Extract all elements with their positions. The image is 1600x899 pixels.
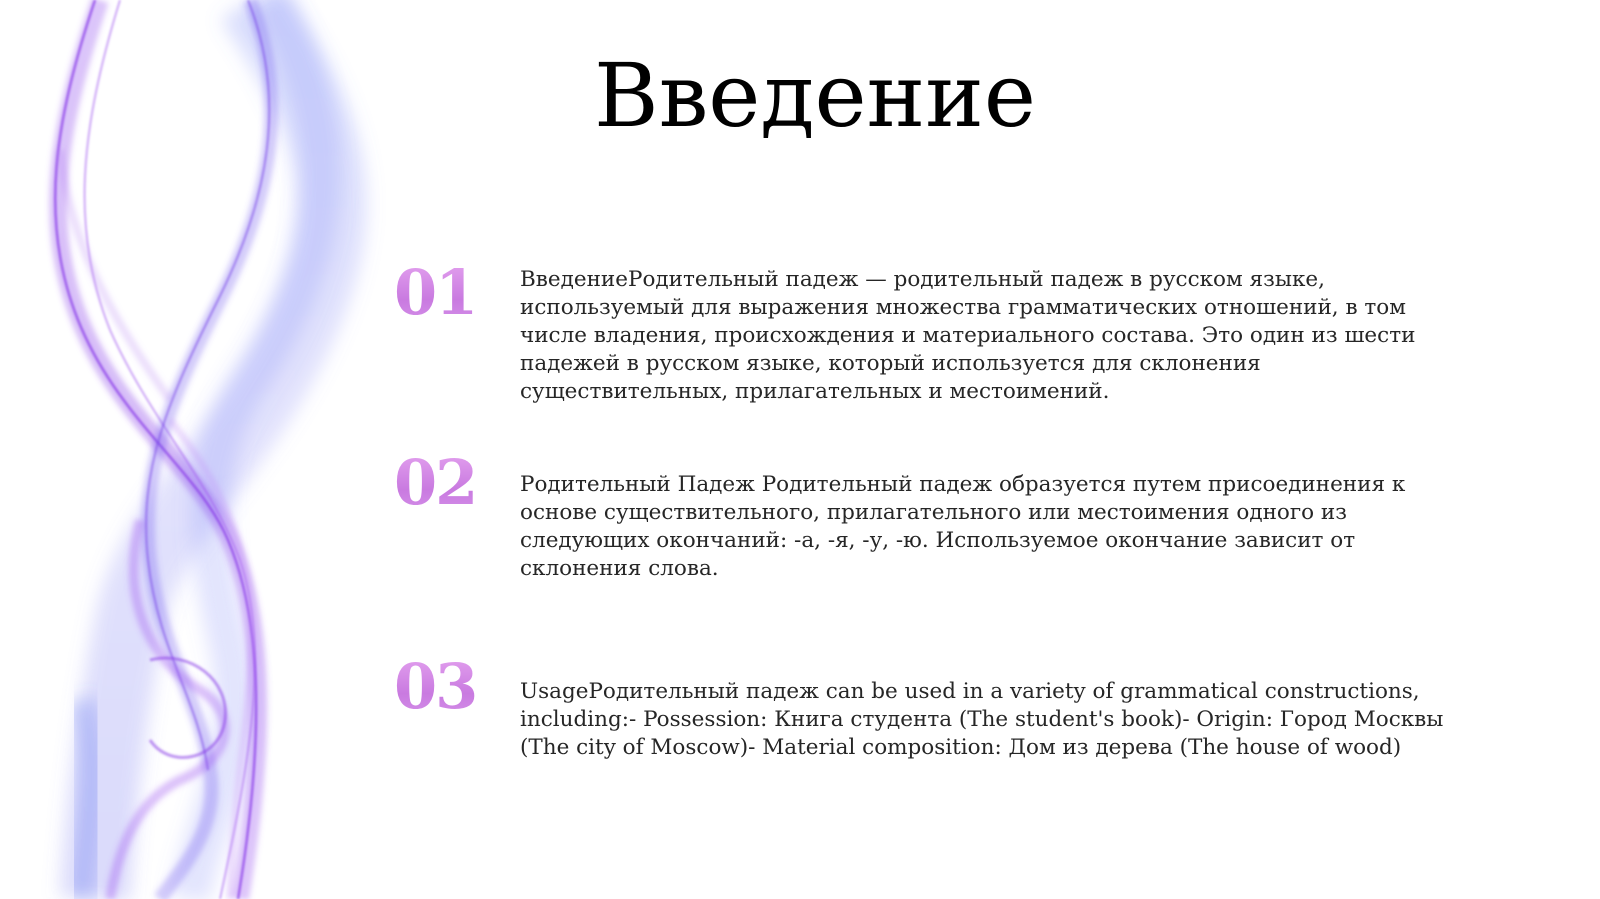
item-text-02: Родительный Падеж Родительный падеж образуется путем присоединения к основе существительного, прилагательного или местоимения одного из следующих окончаний: -а, -я, -у, -ю. Используемое окончание зависит от склонения слова. xyxy=(520,472,1406,581)
item-number-03: 03 xyxy=(394,650,477,723)
item-number-01: 01 xyxy=(394,256,477,329)
item-text-01: ВведениеРодительный падеж — родительный падеж в русском языке, используемый для выражения множества грамматических отношений, в том числе владения, происхождения и материального состава. Это один из шести падежей в русском языке, который используется для склонения существительных, прилагательных и местоимений. xyxy=(520,267,1416,404)
slide-title: Введение xyxy=(594,44,1036,147)
item-text-03: UsageРодительный падеж can be used in a variety of grammatical constructions, including:- Possession: Книга студента (The student's book)- Origin: Город Москвы (The city of Moscow)- Material composition: Дом из дерева (The house of wood) xyxy=(520,679,1444,760)
item-number-02: 02 xyxy=(394,446,477,519)
